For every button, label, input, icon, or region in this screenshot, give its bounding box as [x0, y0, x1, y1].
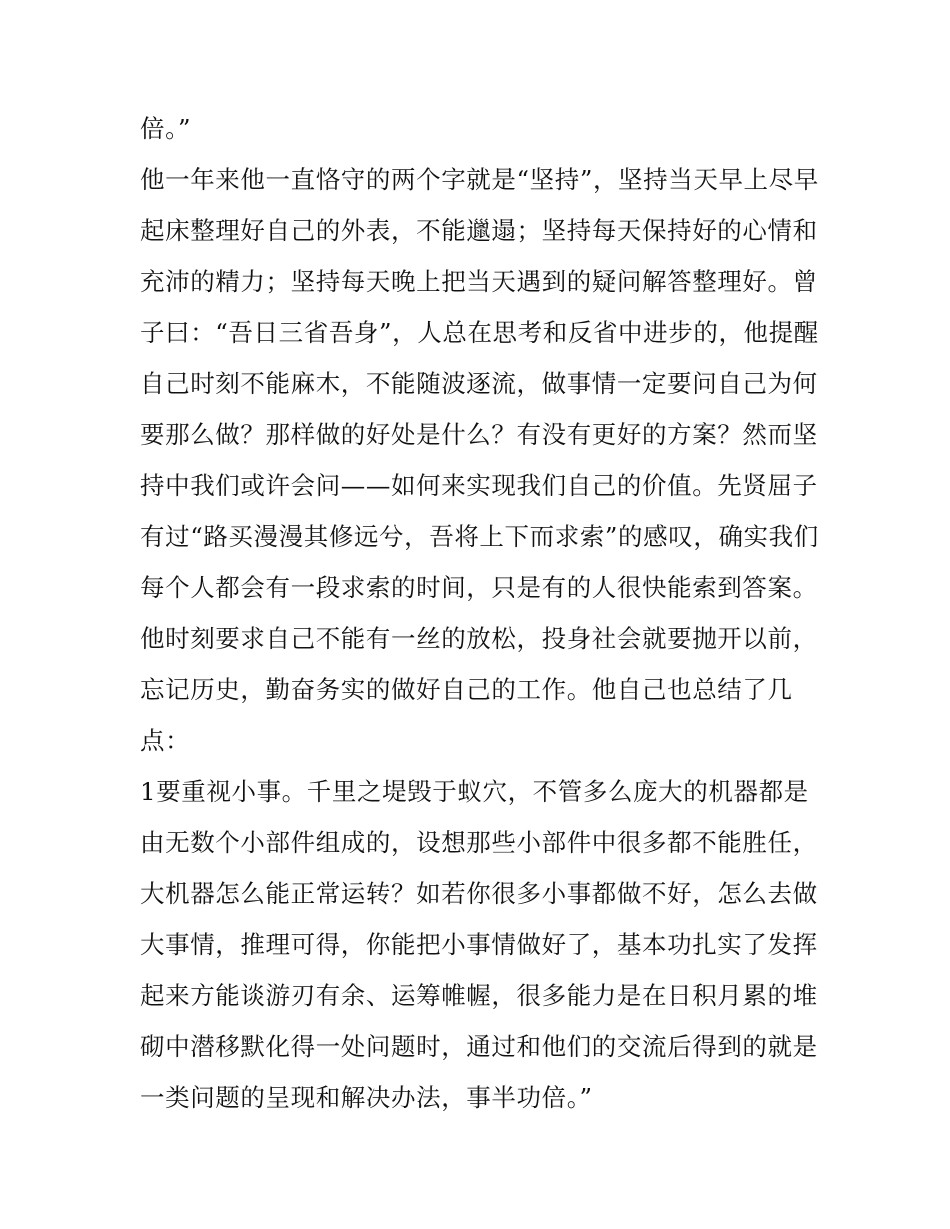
text-line: 砌中潜移默化得一处问题时，通过和他们的交流后得到的就是 [140, 1032, 818, 1061]
text-line: 子曰：“吾日三省吾身”，人总在思考和反省中进步的，他提醒 [140, 318, 819, 347]
text-line: 持中我们或许会问——如何来实现我们自己的价值。先贤屈子 [140, 471, 818, 500]
text-line: 充沛的精力；坚持每天晚上把当天遇到的疑问解答整理好。曾 [140, 267, 818, 296]
text-line: 他一年来他一直恪守的两个字就是“坚持”，坚持当天早上尽早 [140, 165, 819, 194]
body-text [140, 103, 830, 1123]
text-line: 起床整理好自己的外表，不能邋遢；坚持每天保持好的心情和 [140, 216, 818, 245]
text-line: 由无数个小部件组成的，设想那些小部件中很多都不能胜任， [140, 828, 818, 857]
text-line: 自己时刻不能麻木，不能随波逐流，做事情一定要问自己为何 [140, 369, 818, 398]
text-line: 倍。” [140, 114, 192, 143]
text-line: 点： [140, 726, 191, 755]
text-line: 一类问题的呈现和解决办法，事半功倍。” [140, 1083, 593, 1112]
text-line: 大事情，推理可得，你能把小事情做好了，基本功扎实了发挥 [140, 930, 818, 959]
text-line: 起来方能谈游刃有余、运筹帷幄，很多能力是在日积月累的堆 [140, 981, 818, 1010]
text-line: 1要重视小事。千里之堤毁于蚁穴，不管多么庞大的机器都是 [140, 777, 809, 806]
text-line: 他时刻要求自己不能有一丝的放松，投身社会就要抛开以前， [140, 624, 818, 653]
text-line: 要那么做？那样做的好处是什么？有没有更好的方案？然而坚 [140, 420, 818, 449]
text-line: 有过“路买漫漫其修远兮，吾将上下而求索”的感叹，确实我们 [140, 522, 819, 551]
text-line: 大机器怎么能正常运转？如若你很多小事都做不好，怎么去做 [140, 879, 818, 908]
text-line: 忘记历史，勤奋务实的做好自己的工作。他自己也总结了几 [140, 675, 793, 704]
text-line: 每个人都会有一段求索的时间，只是有的人很快能索到答案。 [140, 573, 818, 602]
